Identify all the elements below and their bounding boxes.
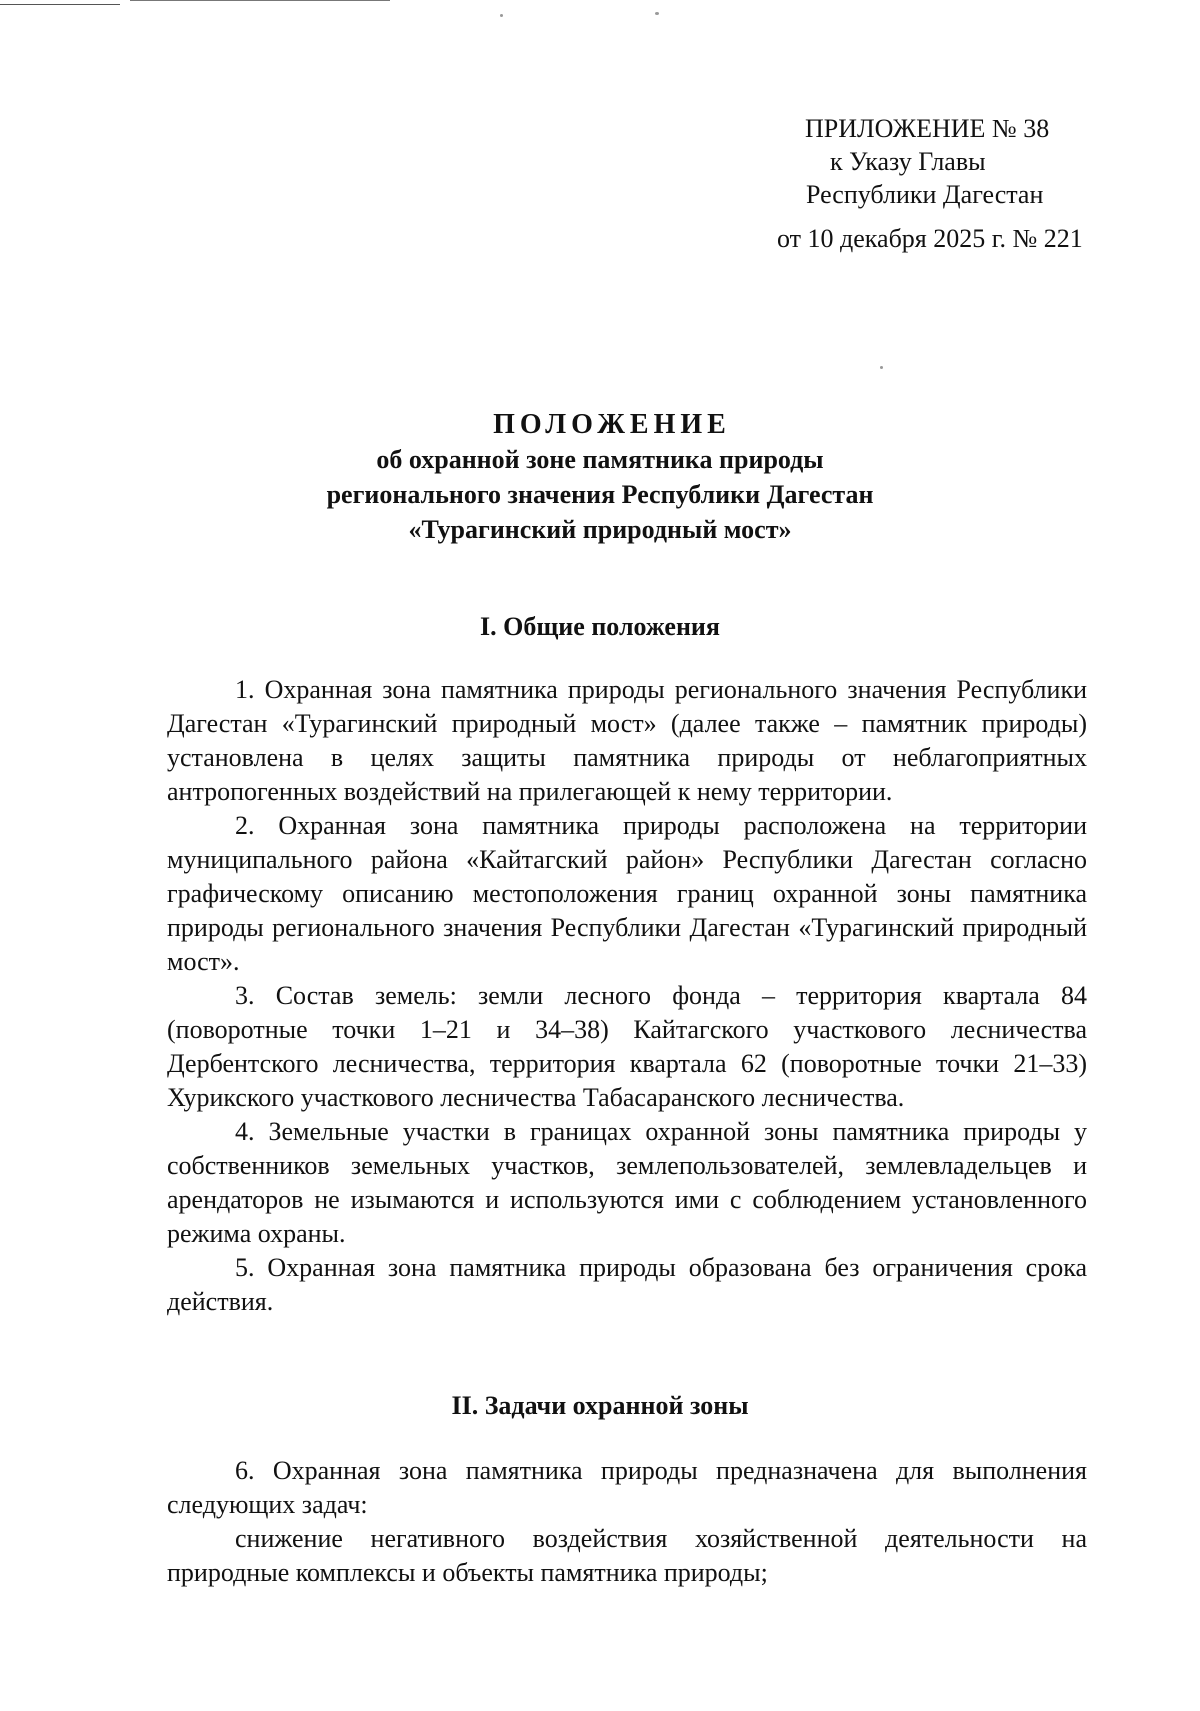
scan-edge-mark <box>130 0 390 1</box>
scan-speck <box>880 366 883 369</box>
annex-header <box>760 112 1120 255</box>
title-main: ПОЛОЖЕНИЕ <box>493 409 731 440</box>
annex-number: ПРИЛОЖЕНИЕ № 38 <box>805 114 1050 143</box>
section-1-heading: I. Общие положения <box>480 612 720 641</box>
title-subtitle-3: «Турагинский природный мост» <box>408 515 792 544</box>
paragraph: 1. Охранная зона памятника природы регионального значения Республики Дагестан «Турагинский природный мост» (далее также – памятник природы) установлена в целях защиты памятника природы от неблагоприятных антропогенных воздействий на прилегающей к нему территории. <box>167 675 1087 806</box>
annex-date: от 10 декабря 2025 г. № 221 <box>777 224 1083 253</box>
title-subtitle-2: регионального значения Республики Дагестан <box>326 480 874 509</box>
scan-edge-mark <box>0 4 120 5</box>
paragraph: 4. Земельные участки в границах охранной зоны памятника природы у собственников земельных участков, землепользователей, землевладельцев и арендаторов не изымаются и используются ими с соблюдением установленного режима охраны. <box>167 1117 1087 1248</box>
paragraph: 3. Состав земель: земли лесного фонда – территория квартала 84 (поворотные точки 1–21 и 34–38) Кайтагского участкового лесничества Дербентского лесничества, территория квартала 62 (поворотные точки 21–33) Хурикского участкового лесничества Табасаранского лесничества. <box>167 981 1087 1112</box>
document-title <box>0 407 1200 547</box>
paragraph: 5. Охранная зона памятника природы образована без ограничения срока действия. <box>167 1253 1087 1316</box>
section-2-body <box>167 1454 1087 1590</box>
paragraph: 2. Охранная зона памятника природы расположена на территории муниципального района «Кайтагский район» Республики Дагестан согласно графическому описанию местоположения границ охранной зоны памятника природы регионального значения Республики Дагестан «Турагинский природный мост». <box>167 811 1087 976</box>
paragraph: снижение негативного воздействия хозяйственной деятельности на природные комплексы и объекты памятника природы; <box>167 1524 1087 1587</box>
scan-speck <box>500 14 503 17</box>
annex-decree-ref: к Указу Главы <box>830 147 986 176</box>
section-2-heading: II. Задачи охранной зоны <box>451 1391 749 1420</box>
section-1-body <box>167 673 1087 1319</box>
title-subtitle-1: об охранной зоне памятника природы <box>376 445 824 474</box>
paragraph: 6. Охранная зона памятника природы предназначена для выполнения следующих задач: <box>167 1456 1087 1519</box>
annex-republic: Республики Дагестан <box>806 180 1044 209</box>
scan-speck <box>655 12 659 15</box>
